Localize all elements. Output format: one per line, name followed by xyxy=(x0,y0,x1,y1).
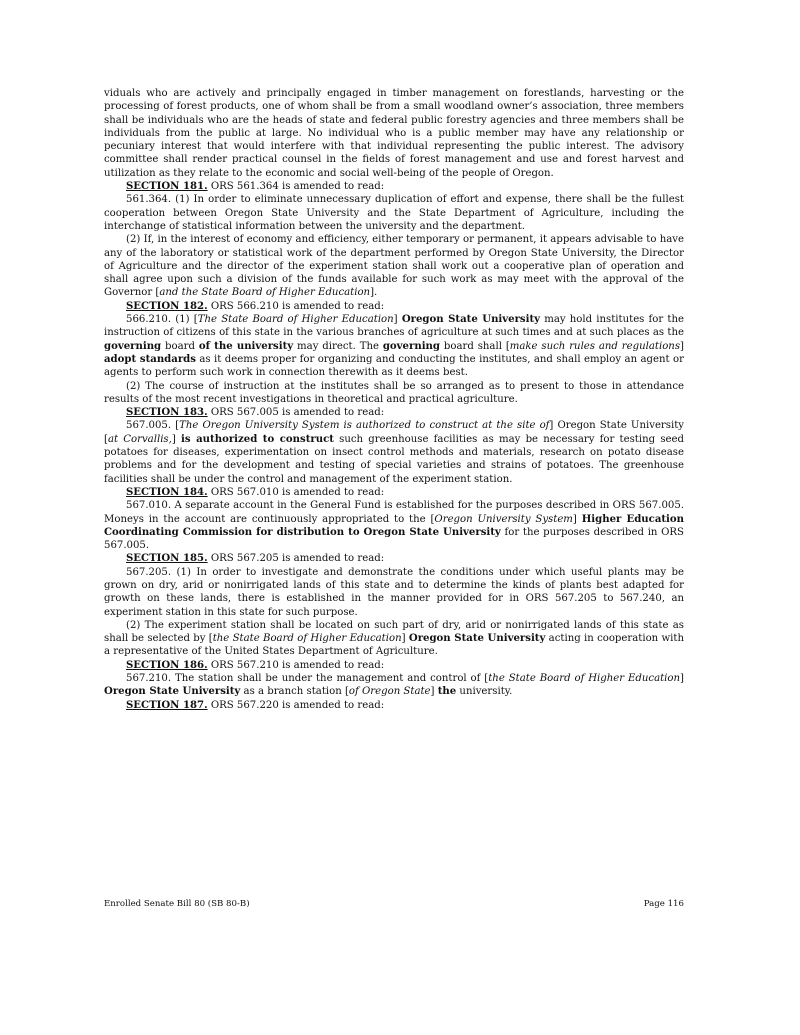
inserted-text: Oregon State University xyxy=(408,632,546,645)
deleted-text: and the State Board of Higher Education xyxy=(159,287,371,299)
paragraph xyxy=(104,486,684,499)
text-run: 566.210. (1) [ xyxy=(126,314,198,326)
paragraph xyxy=(104,672,684,699)
paragraph xyxy=(104,419,684,485)
text-run: ] xyxy=(393,314,402,326)
text-run: 567.005. [ xyxy=(126,420,180,432)
text-run: university. xyxy=(456,686,513,698)
text-run: (2) The experiment station shall be located on such part of dry, arid or nonirrigated lands of this state as shall be selected by [ xyxy=(104,619,684,645)
paragraph xyxy=(104,313,684,379)
text-run: ] Oregon State University [ xyxy=(104,420,684,445)
inserted-text: of the university xyxy=(198,339,294,352)
text-run: board shall [ xyxy=(440,340,510,352)
text-run: ] xyxy=(171,433,182,445)
paragraph xyxy=(104,699,684,712)
text-run: viduals who are actively and principally engaged in timber management on forestlands, harvesting or the processing of forest products, one of whom shall be from a small woodland owner’s association, three members shall be individuals who are the heads of state and federal public forestry agencies and three members shall be individuals from the public at large. No individual who is a public member may have any relationship or pecuniary interest that would interfere with that individual representing the public interest. The advisory committee shall render practical counsel in the fields of forest management and use and forest harvest and utilization as they relate to the economic and social well-being of the people of Oregon. xyxy=(104,88,684,179)
inserted-text: Oregon State University xyxy=(104,685,241,698)
section-heading: SECTION 184. xyxy=(126,485,208,498)
bill-identifier: Enrolled Senate Bill 80 (SB 80-B) xyxy=(104,899,250,909)
section-heading: SECTION 183. xyxy=(126,406,208,419)
paragraph xyxy=(104,659,684,672)
deleted-text: The State Board of Higher Education xyxy=(197,314,394,326)
text-run: ORS 567.010 is amended to read: xyxy=(207,486,385,498)
inserted-text: the xyxy=(437,685,457,698)
text-run: board xyxy=(161,340,199,352)
inserted-text: is authorized to construct xyxy=(181,432,334,445)
inserted-text: Higher Education Coordinating Commission for distribution to Oregon State University xyxy=(104,512,685,538)
text-run: as it deems proper for organizing and conducting the institutes, and shall employ an agent or agents to perform such work in connection therewith as it deems best. xyxy=(104,353,684,379)
inserted-text: Oregon State University xyxy=(401,313,541,326)
text-run: ] xyxy=(430,686,438,698)
deleted-text: of Oregon State xyxy=(348,686,431,698)
paragraph xyxy=(104,193,684,233)
paragraph xyxy=(104,566,684,619)
deleted-text: make such rules and regulations xyxy=(509,340,681,352)
text-run: acting in cooperation with a representative of the United States Department of Agriculture. xyxy=(104,633,685,658)
text-run: 567.010. A separate account in the General Fund is established for the purposes described in ORS 567.005. Moneys in the account are continuously appropriated to the [ xyxy=(104,500,684,525)
text-run: such greenhouse facilities as may be necessary for testing seed potatoes for diseases, experimentation on insect control methods and materials, research on potato disease problems and for the development and testing of special varieties and strains of potatoes. The greenhouse facilities shall be under the control and management of the experiment station. xyxy=(104,433,684,485)
text-run: ORS 567.205 is amended to read: xyxy=(207,553,385,565)
text-run: ] xyxy=(572,513,582,525)
text-run: ORS 567.210 is amended to read: xyxy=(207,659,385,671)
text-run: for the purposes described in ORS 567.005. xyxy=(104,526,684,552)
paragraph xyxy=(104,87,684,180)
text-run: ] xyxy=(680,340,684,352)
deleted-text: The Oregon University System is authorized to construct at the site of xyxy=(179,420,550,432)
paragraph xyxy=(104,233,684,299)
paragraph xyxy=(104,180,684,193)
text-run: ORS 561.364 is amended to read: xyxy=(207,181,385,193)
paragraph xyxy=(104,552,684,565)
section-heading: SECTION 181. xyxy=(126,180,208,193)
deleted-text: the State Board of Higher Education xyxy=(212,633,402,645)
inserted-text: governing xyxy=(104,339,162,352)
deleted-text: Oregon University System xyxy=(434,513,573,525)
text-run: ]. xyxy=(370,287,378,299)
text-run: 567.210. The station shall be under the management and control of [ xyxy=(126,673,489,685)
text-run: 561.364. (1) In order to eliminate unnecessary duplication of effort and expense, there shall be the fullest cooperation between Oregon State University and the State Department of Agriculture, including the interchange of statistical information between the university and the department. xyxy=(104,194,684,232)
paragraph xyxy=(104,380,684,407)
text-run: ORS 566.210 is amended to read: xyxy=(207,300,385,312)
paragraph xyxy=(104,300,684,313)
paragraph xyxy=(104,619,684,659)
document-body xyxy=(104,87,684,712)
section-heading: SECTION 187. xyxy=(126,698,208,711)
inserted-text: governing xyxy=(382,339,440,352)
text-run: ] xyxy=(401,633,409,645)
text-run: ORS 567.220 is amended to read: xyxy=(207,699,385,711)
text-run: may hold institutes for the instruction of citizens of this state in the various branches of agriculture at such times and at such places as the xyxy=(104,314,685,339)
text-run: (2) The course of instruction at the institutes shall be so arranged as to present to those in attendance results of the most recent investigations in theoretical and practical agriculture. xyxy=(104,380,684,405)
deleted-text: at Corvallis, xyxy=(107,433,172,445)
page-footer xyxy=(104,899,684,909)
text-run: ORS 567.005 is amended to read: xyxy=(207,407,385,419)
paragraph xyxy=(104,406,684,419)
section-heading: SECTION 185. xyxy=(126,552,208,565)
page-number: Page 116 xyxy=(643,899,684,909)
text-run: 567.205. (1) In order to investigate and demonstrate the conditions under which useful plants may be grown on dry, arid or nonirrigated lands of this state and to determine the kinds of plants best adapted for growth on these lands, there is established in the manner provided for in ORS 567.205 to 567.240, an experiment station in this state for such purpose. xyxy=(104,566,684,618)
paragraph xyxy=(104,499,684,552)
section-heading: SECTION 186. xyxy=(126,658,208,671)
inserted-text: adopt standards xyxy=(104,352,196,365)
text-run: (2) If, in the interest of economy and efficiency, either temporary or permanent, it appears advisable to have any of the laboratory or statistical work of the department performed by Oregon State University, the Director of Agriculture and the director of the experiment station shall work out a cooperative plan of operation and shall agree upon such a division of the funds available for such work as may meet with the approval of the Governor [ xyxy=(104,234,684,299)
section-heading: SECTION 182. xyxy=(126,299,208,312)
text-run: ] xyxy=(680,673,684,685)
text-run: as a branch station [ xyxy=(240,686,349,698)
deleted-text: the State Board of Higher Education xyxy=(488,673,681,685)
text-run: may direct. The xyxy=(293,340,383,352)
